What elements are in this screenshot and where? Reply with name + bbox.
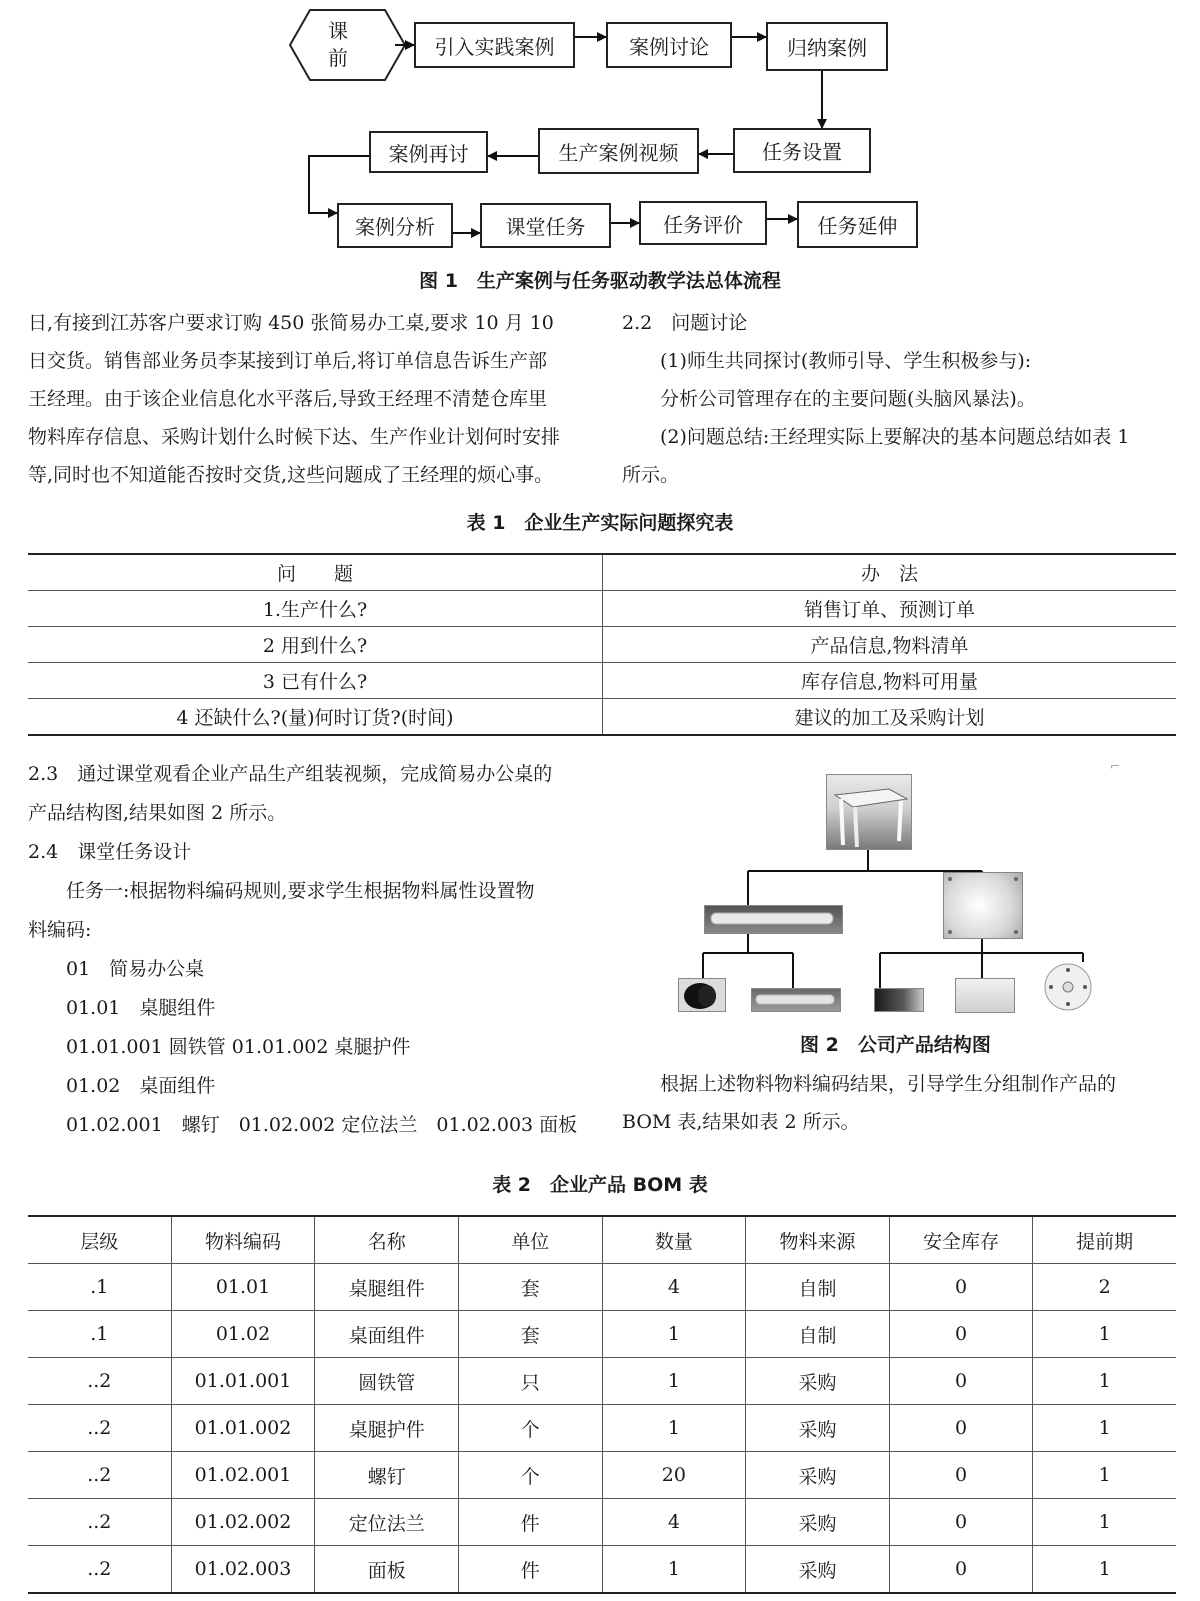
table-row	[28, 1499, 1176, 1546]
flow-box: 任务评价	[639, 201, 767, 245]
table-row	[28, 1546, 1176, 1594]
flow-box: 归纳案例	[766, 22, 888, 71]
table-cell: 01.02.001	[171, 1452, 315, 1499]
flow-box: 案例再讨	[369, 131, 488, 173]
corner-mark: ⌐	[1110, 759, 1121, 773]
table-cell: ..2	[28, 1499, 171, 1546]
text-line: 日,有接到江苏客户要求订购 450 张简易办工桌,要求 10 月 10	[28, 312, 554, 334]
text-line: (1)师生共同探讨(教师引导、学生积极参与):	[622, 350, 1032, 372]
table-cell: ..2	[28, 1405, 171, 1452]
round-tube-image	[751, 988, 841, 1012]
table-cell: 0	[889, 1311, 1033, 1358]
text-line: 根据上述物料物料编码结果，引导学生分组制作产品的	[622, 1073, 1117, 1095]
table-cell: 01.02.002	[171, 1499, 315, 1546]
table-cell: 定位法兰	[315, 1499, 459, 1546]
flow-box: 案例讨论	[606, 22, 732, 68]
table-cell: 4	[602, 1499, 746, 1546]
text-line: 物料库存信息、采购计划什么时候下达、生产作业计划何时安排	[28, 426, 561, 448]
table-cell: ..2	[28, 1452, 171, 1499]
text-line: 料编码:	[28, 919, 92, 941]
table-cell: 0	[889, 1358, 1033, 1405]
text-line: 所示。	[622, 464, 680, 486]
table-header-cell: 单位	[459, 1216, 603, 1264]
table-row	[28, 1311, 1176, 1358]
table2	[28, 1215, 1176, 1594]
table-cell: 桌面组件	[315, 1311, 459, 1358]
code-line: 01.02.001 螺钉 01.02.002 定位法兰 01.02.003 面板	[28, 1114, 578, 1136]
text-line: 分析公司管理存在的主要问题(头脑风暴法)。	[622, 388, 1036, 410]
table1-caption: 表 1 企业生产实际问题探究表	[466, 512, 734, 534]
table-cell: 0	[889, 1546, 1033, 1594]
table-cell: 0	[889, 1264, 1033, 1311]
table-cell: 1	[1033, 1546, 1176, 1594]
table-cell: 圆铁管	[315, 1358, 459, 1405]
table-cell: 个	[459, 1452, 603, 1499]
table-cell: 采购	[746, 1452, 890, 1499]
table-cell: 个	[459, 1405, 603, 1452]
table-header-cell: 办 法	[603, 554, 1177, 591]
table-cell: 采购	[746, 1405, 890, 1452]
table-cell: 1	[602, 1405, 746, 1452]
table-cell: 01.01	[171, 1264, 315, 1311]
table-cell: ..2	[28, 1546, 171, 1594]
table2-caption: 表 2 企业产品 BOM 表	[492, 1174, 708, 1196]
table-cell: ..2	[28, 1358, 171, 1405]
top-assembly-image	[943, 872, 1023, 939]
table-cell: 0	[889, 1452, 1033, 1499]
flow-box: 案例分析	[337, 203, 453, 248]
table-cell: 2 用到什么?	[28, 627, 603, 663]
table-cell: 1	[1033, 1311, 1176, 1358]
table-row	[28, 1405, 1176, 1452]
table-row	[28, 1452, 1176, 1499]
table-cell: 销售订单、预测订单	[603, 591, 1177, 627]
table-header-cell: 安全库存	[889, 1216, 1033, 1264]
text-line: 任务一:根据物料编码规则,要求学生根据物料属性设置物	[28, 880, 535, 902]
table-header-cell: 层级	[28, 1216, 171, 1264]
right-paragraph-2	[622, 1065, 1182, 1141]
text-line: (2)问题总结:王经理实际上要解决的基本问题总结如表 1	[622, 426, 1130, 448]
table-cell: 桌腿组件	[315, 1264, 459, 1311]
table-row	[28, 1264, 1176, 1311]
section-heading: 2.2 问题讨论	[622, 312, 748, 334]
flow-box: 引入实践案例	[414, 22, 575, 68]
table-cell: 1	[602, 1546, 746, 1594]
table-cell: 1	[602, 1358, 746, 1405]
table-header-cell: 提前期	[1033, 1216, 1176, 1264]
table-cell: 1	[1033, 1499, 1176, 1546]
table-cell: 面板	[315, 1546, 459, 1594]
start-label-line: 课	[328, 19, 348, 43]
table-cell: 3 已有什么?	[28, 663, 603, 699]
table-header-cell: 物料来源	[746, 1216, 890, 1264]
table-cell: 件	[459, 1499, 603, 1546]
table-header-cell: 名称	[315, 1216, 459, 1264]
table-cell: 采购	[746, 1499, 890, 1546]
table-cell: 01.02.003	[171, 1546, 315, 1594]
screw-image	[874, 988, 924, 1012]
text-line: 产品结构图,结果如图 2 所示。	[28, 802, 287, 824]
table-cell: 自制	[746, 1264, 890, 1311]
table-cell: 库存信息,物料可用量	[603, 663, 1177, 699]
table-header-cell: 问 题	[28, 554, 603, 591]
code-line: 01 简易办公桌	[28, 958, 205, 980]
table-cell: 螺钉	[315, 1452, 459, 1499]
table-cell: 1	[1033, 1405, 1176, 1452]
table-cell: 桌腿护件	[315, 1405, 459, 1452]
table-cell: 4 还缺什么?(量)何时订货?(时间)	[28, 699, 603, 736]
section-heading: 2.4 课堂任务设计	[28, 841, 192, 863]
figure1-caption: 图 1 生产案例与任务驱动教学法总体流程	[419, 270, 781, 292]
flange-image	[955, 978, 1015, 1013]
table-cell: 1	[602, 1311, 746, 1358]
table-cell: 采购	[746, 1358, 890, 1405]
text-line: 王经理。由于该企业信息化水平落后,导致王经理不清楚仓库里	[28, 388, 548, 410]
table-cell: 4	[602, 1264, 746, 1311]
flow-box: 任务设置	[733, 128, 871, 173]
section-heading: 2.3 通过课堂观看企业产品生产组装视频，完成简易办公桌的	[28, 763, 553, 785]
text-line: 等,同时也不知道能否按时交货,这些问题成了王经理的烦心事。	[28, 464, 554, 486]
table-cell: 20	[602, 1452, 746, 1499]
desk-image	[826, 774, 912, 850]
code-line: 01.01.001 圆铁管 01.01.002 桌腿护件	[28, 1036, 411, 1058]
table-cell: 0	[889, 1499, 1033, 1546]
table-cell: 1	[1033, 1452, 1176, 1499]
start-label-line: 前	[328, 46, 348, 70]
table-cell: 建议的加工及采购计划	[794, 707, 985, 729]
table-row	[28, 1358, 1176, 1405]
table-cell: 0	[889, 1405, 1033, 1452]
table-cell: 产品信息,物料清单	[603, 627, 1177, 663]
text-line: 日交货。销售部业务员李某接到订单后,将订单信息告诉生产部	[28, 350, 548, 372]
table-cell: 自制	[746, 1311, 890, 1358]
table-cell: 1	[1033, 1358, 1176, 1405]
table-cell: 只	[459, 1358, 603, 1405]
panel-image	[1043, 962, 1094, 1012]
leg-assembly-image	[704, 905, 843, 934]
code-line: 01.02 桌面组件	[28, 1075, 216, 1097]
table-cell: 采购	[746, 1546, 890, 1594]
flow-box: 生产案例视频	[538, 128, 699, 174]
table-cell: 2	[1033, 1264, 1176, 1311]
table-header-cell: 物料编码	[171, 1216, 315, 1264]
table-cell: .1	[28, 1311, 171, 1358]
table-header-cell: 数量	[602, 1216, 746, 1264]
table-cell: 1.生产什么?	[28, 591, 603, 627]
leg-protector-image	[678, 978, 726, 1012]
table-cell: 01.01.001	[171, 1358, 315, 1405]
flow-box: 课堂任务	[480, 203, 611, 248]
table-cell: 套	[459, 1311, 603, 1358]
table-cell: 01.02	[171, 1311, 315, 1358]
text-line: BOM 表,结果如表 2 所示。	[622, 1111, 860, 1133]
table-header-row	[28, 1216, 1176, 1264]
flow-box: 任务延伸	[797, 201, 918, 248]
figure2-caption: 图 2 公司产品结构图	[800, 1034, 991, 1056]
table-cell: 01.01.002	[171, 1405, 315, 1452]
table-cell: .1	[28, 1264, 171, 1311]
table-cell: 套	[459, 1264, 603, 1311]
table-cell: 件	[459, 1546, 603, 1594]
code-line: 01.01 桌腿组件	[28, 997, 216, 1019]
